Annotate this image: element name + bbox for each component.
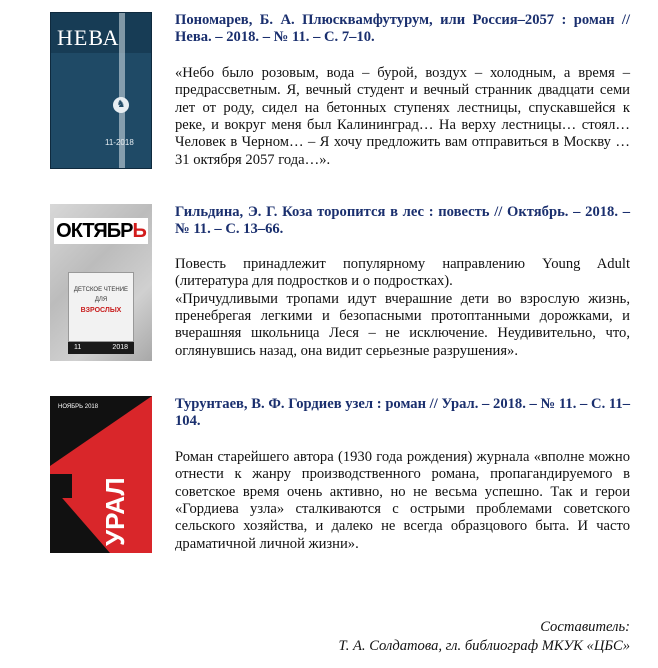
- neva-horse-icon: ♞: [113, 97, 129, 113]
- entry-3-text: [175, 396, 630, 553]
- entry-3-desc-p1: Роман старейшего автора (1930 года рождения) журнала «вполне можно отнести к жанру производственного романа, пропагандируемого в советское время очень активно, но не весьма успешно. Так и герои «Гордиева узла» сталкиваются с острыми проблемами советского сельского хозяйства, и далеко не всегда образцового быта. И часто драматичной личной жизни».: [175, 448, 630, 552]
- ural-cover: [50, 396, 152, 553]
- entry-1-text: [175, 12, 630, 169]
- ural-issue: НОЯБРЬ 2018: [58, 404, 99, 410]
- entry-1-desc-p1: «Небо было розовым, вода – бурой, воздух – холодным, а время – предрассветным. Я, вечный студент и вечный странник двадцати семи лет от роду, сидел на бетонных ступенях лестницы, спускавшейся к реке, и вокруг меня был Калининград… На верху лестницы… стоял… Человек в Черном… – Я хочу предложить вам отправиться в Москву … 31 октября 2057 года…».: [175, 64, 630, 168]
- neva-cover: [50, 12, 152, 169]
- oktyabr-panel-line1: ДЕТСКОЕ ЧТЕНИЕ: [73, 287, 129, 293]
- entry-1-title: Пономарев, Б. А. Плюсквамфутурум, или Россия–2057 : роман // Нева. – 2018. – № 11. – С. 7–10.: [175, 12, 630, 46]
- oktyabr-cover: [50, 204, 152, 361]
- compiler-footer: [339, 618, 631, 656]
- entry-3-desc: [175, 449, 630, 553]
- ural-masthead: УРАЛ: [100, 477, 130, 546]
- oktyabr-masthead-main: ОКТЯБР: [56, 220, 133, 242]
- entry-2-desc: [175, 256, 630, 360]
- neva-masthead: НЕВА: [57, 25, 120, 50]
- compiler-author: Т. А. Солдатова, гл. библиограф МКУК «ЦБС»: [338, 638, 630, 654]
- oktyabr-masthead: [54, 218, 148, 244]
- oktyabr-masthead-end: Ь: [132, 220, 146, 242]
- oktyabr-number: 11: [74, 344, 82, 351]
- oktyabr-foot: [68, 342, 134, 354]
- entry-2-text: [175, 204, 630, 360]
- entry-2-desc-p1: Повесть принадлежит популярному направлению Young Adult (литература для подростков и о подростках).: [175, 255, 630, 290]
- compiler-label: Составитель:: [540, 619, 630, 635]
- entry-1-desc: [175, 65, 630, 169]
- oktyabr-panel-line2: ДЛЯ: [94, 297, 108, 303]
- entry-2-title: Гильдина, Э. Г. Коза торопится в лес : повесть // Октябрь. – 2018. – № 11. – С. 13–66.: [175, 204, 630, 238]
- oktyabr-panel: [68, 272, 134, 342]
- neva-issue: 11-2018: [105, 138, 134, 147]
- entry-3-title: Турунтаев, В. Ф. Гордиев узел : роман // Урал. – 2018. – № 11. – С. 11–104.: [175, 396, 630, 430]
- oktyabr-year: 2018: [112, 344, 128, 351]
- entry-2-desc-p2: «Причудливыми тропами идут вчерашние дети во взрослую жизнь, пренебрегая легкими и безопасными протоптанными дорожками, и вчерашняя школьница Леся – не исключение. Неудивительно, что, оглянувшись назад, она видит серьезные разрушения».: [175, 290, 630, 359]
- oktyabr-panel-line3: ВЗРОСЛЫХ: [80, 307, 122, 314]
